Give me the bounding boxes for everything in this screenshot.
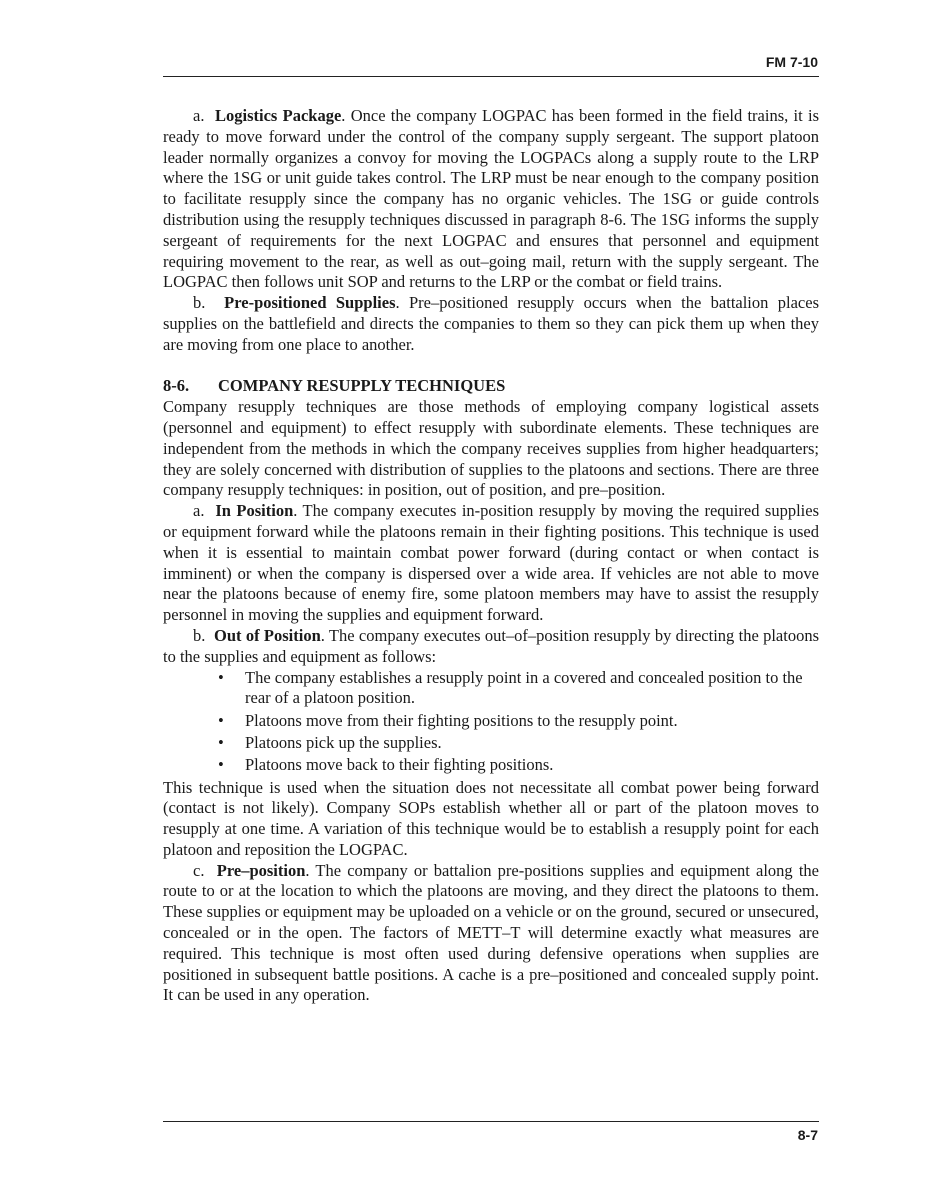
paragraph-term: Pre-positioned Supplies	[224, 293, 396, 313]
bullet-item: • Platoons move back to their fighting positions.	[218, 755, 554, 775]
section-title: COMPANY RESUPPLY TECHNIQUES	[218, 376, 506, 396]
paragraph-term: Pre–position	[216, 860, 306, 880]
paragraph-letter: a.	[193, 106, 205, 125]
paragraph-letter: a.	[193, 501, 205, 521]
header-rule	[163, 76, 819, 77]
paragraph-text: . The company executes in-position resupply by moving the required supplies or equipment forward while the platoons remain in their fighting positions. This technique is used when it is essential to maintain combat power forward (during contact or when contact is imminent) or when the company is dispersed over a wide area. If vehicles are not able to move near the platoons because of enemy fire, some platoon members may have to assist the resupply personnel in moving the supplies and equipment forward.	[163, 501, 819, 625]
paragraph-text: . The company or battalion pre-positions supplies and equipment along the route to or at the location to which the platoons are moving, and they direct the platoons to them. These supplies or equipment may be uploaded on a vehicle or on the ground, secured or unsecured, concealed or in the open. The factors of METT–T will determine exactly what measures are required. This technique is most often used during defensive operations when supplies are positioned in subsequent battle positions. A cache is a pre–positioned and concealed supply point. It can be used in any operation.	[163, 860, 819, 1005]
paragraph-term: Logistics Package	[215, 106, 342, 125]
paragraph-prepositioned-supplies	[163, 293, 819, 355]
bullet-list	[163, 668, 819, 776]
bullet-item: • The company establishes a resupply point in a covered and concealed position to the rear of a platoon position.	[218, 667, 803, 708]
bullet-icon: •	[218, 667, 224, 687]
paragraph-term: Out of Position	[214, 625, 321, 645]
bullet-icon: •	[218, 710, 224, 730]
bullet-icon: •	[218, 755, 224, 775]
bullet-item: • Platoons pick up the supplies.	[218, 732, 442, 752]
section-number: 8-6.	[163, 376, 190, 396]
paragraph-text: . Once the company LOGPAC has been formed in the field trains, it is ready to move forward under the control of the company supply sergeant. The support platoon leader normally organizes a convoy for moving the LOGPACs along a supply route to the LRP where the 1SG or unit guide takes control. The LRP must be near enough to the company position to facilitate resupply since the company has no organic vehicles. The 1SG or guide controls distribution using the resupply techniques discussed in paragraph 8-6. The 1SG informs the supply sergeant of requirements for the next LOGPAC and ensures that personnel and equipment requiring movement to the rear, as well as out–going mail, return with the supply sergeant. The LOGPAC then follows unit SOP and returns to the LRP or the combat or field trains.	[163, 106, 819, 292]
paragraph-letter: c.	[193, 860, 205, 880]
paragraph-letter: b.	[193, 293, 206, 313]
page-number: 8-7	[797, 1127, 818, 1143]
bullet-item: • Platoons move from their fighting positions to the resupply point.	[218, 710, 678, 730]
bullet-icon: •	[218, 732, 224, 752]
paragraph-out-of-position	[163, 626, 819, 668]
paragraph-in-position	[163, 501, 819, 626]
section-intro: Company resupply techniques are those methods of employing company logistical assets (personnel and equipment) to effect resupply with subordinate elements. These techniques are independent from the methods in which the company receives supplies from higher headquarters; they are solely concerned with distribution of supplies to the platoons and sections. There are three company resupply techniques: in position, out of position, and pre–position.	[163, 397, 819, 500]
paragraph-text: . Pre–positioned resupply occurs when the battalion places supplies on the battlefield and directs the companies to them so they can pick them up when they are moving from one place to another.	[163, 293, 819, 354]
page-header-manual-id: FM 7-10	[765, 54, 818, 70]
paragraph-out-of-position-continued: This technique is used when the situation does not necessitate all combat power being forward (contact is not likely). Company SOPs establish whether all or part of the platoon moves to resupply at one time. A variation of this technique would be to establish a resupply point for each platoon and reposition the LOGPAC.	[163, 777, 819, 859]
paragraph-letter: b.	[193, 625, 206, 645]
paragraph-text: . The company executes out–of–position resupply by directing the platoons to the supplies and equipment as follows:	[163, 625, 820, 666]
paragraph-term: In Position	[215, 501, 294, 521]
paragraph-pre-position	[163, 861, 819, 1007]
page-body	[163, 106, 819, 1006]
section-heading	[163, 376, 819, 397]
paragraph-logistics-package	[163, 106, 819, 293]
footer-rule	[163, 1121, 819, 1122]
